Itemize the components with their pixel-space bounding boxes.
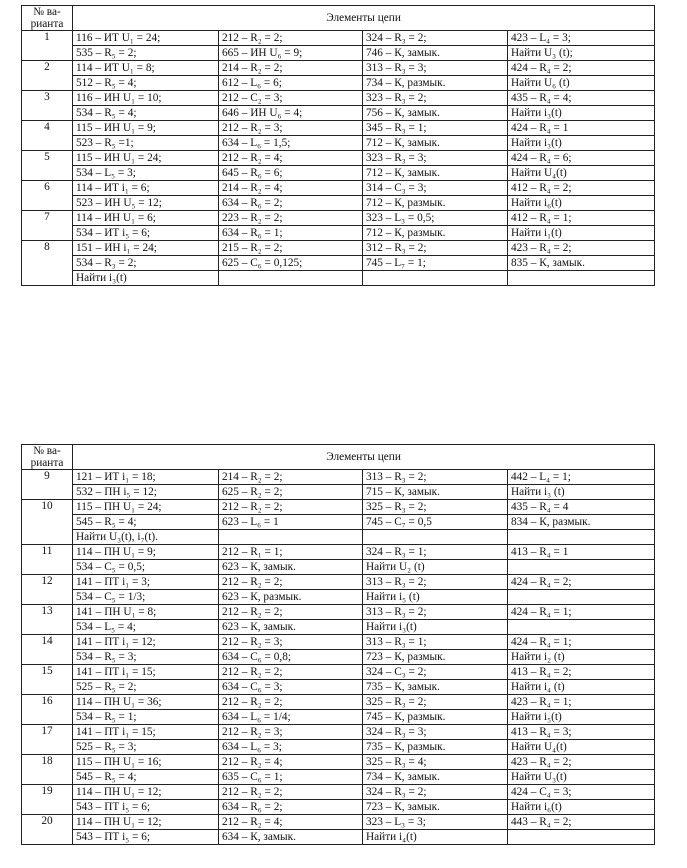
element-cell: 423 – R₄ = 2; <box>508 755 655 770</box>
element-cell: 723 – К, замык. <box>363 800 508 815</box>
variant-number: 9 <box>22 470 73 500</box>
element-cell: 634 – L₆ = 1/4; <box>219 710 363 725</box>
element-cell: 324 – R₃ = 2; <box>363 31 508 46</box>
element-cell: 323 – R₃ = 2; <box>363 91 508 106</box>
element-cell: Найти i₃(t) <box>363 620 508 635</box>
element-cell: 634 – C₆ = 3; <box>219 680 363 695</box>
element-cell: 212 – R₂ = 2; <box>219 695 363 710</box>
element-cell: 345 – R₃ = 1; <box>363 121 508 136</box>
element-cell <box>508 620 655 635</box>
element-cell: 324 – C₃ = 2; <box>363 665 508 680</box>
variants-table-1 <box>21 5 655 286</box>
element-cell: 534 – C₅ = 1/3; <box>73 590 219 605</box>
variant-number: 14 <box>22 635 73 665</box>
element-cell: 523 – ИН U₅ = 12; <box>73 196 219 211</box>
element-cell: 116 – ИН U₁ = 10; <box>73 91 219 106</box>
element-cell: 623 – К, размык. <box>219 590 363 605</box>
element-cell: 214 – R₂ = 2; <box>219 61 363 76</box>
variant-number: 19 <box>22 785 73 815</box>
table-row <box>22 695 655 710</box>
element-cell: 423 – L₄ = 3; <box>508 31 655 46</box>
variant-number: 10 <box>22 500 73 545</box>
table-row <box>22 46 655 61</box>
table-row <box>22 575 655 590</box>
elements-column-header: Элементы цепи <box>73 445 655 470</box>
table-header-row <box>22 6 655 31</box>
element-cell: 712 – К, размык. <box>363 226 508 241</box>
element-cell: 413 – R₄ = 2; <box>508 665 655 680</box>
element-cell: 623 – К, замык. <box>219 560 363 575</box>
element-cell: 634 – L₆ = 3; <box>219 740 363 755</box>
element-cell: 745 – L₇ = 1; <box>363 256 508 271</box>
table-row <box>22 560 655 575</box>
table-row <box>22 725 655 740</box>
table-row <box>22 76 655 91</box>
variant-number: 18 <box>22 755 73 785</box>
element-cell: 532 – ПН i₅ = 12; <box>73 485 219 500</box>
element-cell: 313 – R₃ = 2; <box>363 470 508 485</box>
element-cell: 525 – R₅ = 3; <box>73 740 219 755</box>
element-cell: 325 – R₃ = 4; <box>363 755 508 770</box>
element-cell: 534 – R₅ = 3; <box>73 650 219 665</box>
element-cell: 543 – ПТ i₅ = 6; <box>73 830 219 845</box>
element-cell: 312 – R₃ = 2; <box>363 241 508 256</box>
element-cell: 114 – ИТ U₁ = 8; <box>73 61 219 76</box>
element-cell: 534 – R₃ = 2; <box>73 256 219 271</box>
element-cell: 756 – К, замык. <box>363 106 508 121</box>
table-row <box>22 271 655 286</box>
element-cell: 834 – К, размык. <box>508 515 655 530</box>
element-cell: 535 – R₅ = 2; <box>73 46 219 61</box>
element-cell: Найти i₅ (t) <box>363 590 508 605</box>
element-cell: Найти i₃(t) <box>508 136 655 151</box>
element-cell: 114 – ПН U₁ = 12; <box>73 815 219 830</box>
element-cell <box>508 271 655 286</box>
table-row <box>22 226 655 241</box>
element-cell: 545 – R₅ = 4; <box>73 770 219 785</box>
element-cell: Найти U₄(t) <box>508 740 655 755</box>
table-header-row <box>22 445 655 470</box>
element-cell: 151 – ИН i₁ = 24; <box>73 241 219 256</box>
element-cell: 114 – ПН U₁ = 36; <box>73 695 219 710</box>
element-cell: 435 – R₄ = 4 <box>508 500 655 515</box>
element-cell: 323 – L₃ = 0,5; <box>363 211 508 226</box>
variant-column-header: № ва- рианта <box>22 6 73 31</box>
element-cell: 525 – R₅ = 2; <box>73 680 219 695</box>
elements-column-header: Элементы цепи <box>73 6 655 31</box>
element-cell: 665 – ИН U₆ = 9; <box>219 46 363 61</box>
variant-number: 8 <box>22 241 73 286</box>
element-cell: 212 – R₂ = 2; <box>219 575 363 590</box>
element-cell: 212 – R₂ = 2; <box>219 500 363 515</box>
element-cell: 612 – L₆ = 6; <box>219 76 363 91</box>
element-cell: 115 – ИН U₁ = 24; <box>73 151 219 166</box>
table-row <box>22 785 655 800</box>
element-cell: 424 – R₄ = 1; <box>508 635 655 650</box>
element-cell: 114 – ПН U₁ = 9; <box>73 545 219 560</box>
element-cell: 634 – К, замык. <box>219 830 363 845</box>
element-cell: 324 – R₃ = 1; <box>363 545 508 560</box>
element-cell: 745 – C₇ = 0,5 <box>363 515 508 530</box>
element-cell: 423 – R₄ = 1; <box>508 695 655 710</box>
element-cell: 625 – C₆ = 0,125; <box>219 256 363 271</box>
variant-number: 11 <box>22 545 73 575</box>
table-body <box>22 470 655 845</box>
element-cell: 325 – R₃ = 2; <box>363 500 508 515</box>
element-cell: 413 – R₄ = 1 <box>508 545 655 560</box>
element-cell: 734 – К, размык. <box>363 76 508 91</box>
element-cell: 314 – C₃ = 3; <box>363 181 508 196</box>
variant-number: 13 <box>22 605 73 635</box>
table-row <box>22 515 655 530</box>
table-row <box>22 815 655 830</box>
table-row <box>22 196 655 211</box>
element-cell: 324 – R₃ = 2; <box>363 785 508 800</box>
element-cell: 212 – R₂ = 2; <box>219 785 363 800</box>
element-cell: 141 – ПТ i₁ = 15; <box>73 725 219 740</box>
element-cell: 712 – К, замык. <box>363 136 508 151</box>
element-cell: Найти U₄(t) <box>508 166 655 181</box>
variant-number: 15 <box>22 665 73 695</box>
table-row <box>22 590 655 605</box>
table-row <box>22 121 655 136</box>
table-row <box>22 181 655 196</box>
element-cell: 214 – R₂ = 2; <box>219 470 363 485</box>
element-cell: 625 – R₂ = 2; <box>219 485 363 500</box>
element-cell: 424 – R₄ = 6; <box>508 151 655 166</box>
element-cell: 114 – ПН U₁ = 12; <box>73 785 219 800</box>
element-cell: 114 – ИН U₁ = 6; <box>73 211 219 226</box>
element-cell: 141 – ПН U₁ = 8; <box>73 605 219 620</box>
element-cell: 212 – C₂ = 3; <box>219 91 363 106</box>
table-row <box>22 91 655 106</box>
element-cell: 413 – R₄ = 3; <box>508 725 655 740</box>
element-cell: 214 – R₂ = 4; <box>219 181 363 196</box>
variant-number: 16 <box>22 695 73 725</box>
table-row <box>22 545 655 560</box>
element-cell: 634 – L₆ = 1,5; <box>219 136 363 151</box>
element-cell: 116 – ИТ U₁ = 24; <box>73 31 219 46</box>
element-cell: 212 – R₂ = 4; <box>219 815 363 830</box>
element-cell: 121 – ИТ i₁ = 18; <box>73 470 219 485</box>
element-cell: 325 – R₃ = 2; <box>363 695 508 710</box>
element-cell <box>508 590 655 605</box>
element-cell: 313 – R₃ = 3; <box>363 61 508 76</box>
element-cell: 212 – R₁ = 1; <box>219 545 363 560</box>
element-cell: Найти U₃ (t); <box>508 46 655 61</box>
table-row <box>22 710 655 725</box>
element-cell: 745 – К, размык. <box>363 710 508 725</box>
element-cell: 215 – R₂ = 2; <box>219 241 363 256</box>
table-row <box>22 500 655 515</box>
element-cell: 423 – R₄ = 2; <box>508 241 655 256</box>
element-cell: 534 – R₅ = 4; <box>73 106 219 121</box>
element-cell <box>508 830 655 845</box>
element-cell: 141 – ПТ i₁ = 3; <box>73 575 219 590</box>
table-row <box>22 106 655 121</box>
element-cell: 534 – ИТ i₅ = 6; <box>73 226 219 241</box>
table-row <box>22 605 655 620</box>
table-row <box>22 136 655 151</box>
element-cell: 115 – ПН U₁ = 24; <box>73 500 219 515</box>
element-cell: 412 – R₄ = 1; <box>508 211 655 226</box>
element-cell: 115 – ИН U₁ = 9; <box>73 121 219 136</box>
element-cell: Найти i₃(t) <box>73 271 219 286</box>
table-row <box>22 31 655 46</box>
element-cell: 212 – R₂ = 3; <box>219 121 363 136</box>
table-row <box>22 620 655 635</box>
element-cell: Найти U₃(t), i₇(t). <box>73 530 219 545</box>
variant-column-header: № ва- рианта <box>22 445 73 470</box>
element-cell: 712 – К, размык. <box>363 196 508 211</box>
element-cell: 543 – ПТ i₅ = 6; <box>73 800 219 815</box>
element-cell: 412 – R₄ = 2; <box>508 181 655 196</box>
element-cell: 735 – К, размык. <box>363 740 508 755</box>
table-row <box>22 485 655 500</box>
table-row <box>22 151 655 166</box>
element-cell: Найти U₂ (t) <box>363 560 508 575</box>
table-row <box>22 166 655 181</box>
element-cell: 534 – R₅ = 1; <box>73 710 219 725</box>
element-cell: 534 – L₅ = 4; <box>73 620 219 635</box>
variant-number: 1 <box>22 31 73 61</box>
element-cell: 634 – C₆ = 0,8; <box>219 650 363 665</box>
table-row <box>22 211 655 226</box>
element-cell: 723 – К, размык. <box>363 650 508 665</box>
element-cell: 835 – К, замык. <box>508 256 655 271</box>
element-cell: 212 – R₂ = 2; <box>219 665 363 680</box>
element-cell: Найти i₃(t) <box>508 106 655 121</box>
element-cell: 141 – ПТ i₁ = 15; <box>73 665 219 680</box>
table-row <box>22 635 655 650</box>
table-row <box>22 770 655 785</box>
element-cell: 635 – C₆ = 1; <box>219 770 363 785</box>
element-cell: 114 – ИТ i₁ = 6; <box>73 181 219 196</box>
element-cell: Найти U₆ (t) <box>508 76 655 91</box>
element-cell: 212 – R₂ = 2; <box>219 605 363 620</box>
element-cell: Найти U₃(t) <box>508 770 655 785</box>
element-cell: 645 – R₆ = 6; <box>219 166 363 181</box>
element-cell: 634 – R₆ = 2; <box>219 800 363 815</box>
element-cell: Найти i₅(t) <box>508 710 655 725</box>
element-cell: 212 – R₂ = 4; <box>219 151 363 166</box>
element-cell: 435 – R₄ = 4; <box>508 91 655 106</box>
variant-number: 3 <box>22 91 73 121</box>
element-cell: 646 – ИН U₆ = 4; <box>219 106 363 121</box>
element-cell: 442 – L₄ = 1; <box>508 470 655 485</box>
element-cell: 313 – R₃ = 1; <box>363 635 508 650</box>
element-cell: Найти i₁(t) <box>508 226 655 241</box>
element-cell: 323 – R₃ = 3; <box>363 151 508 166</box>
element-cell <box>363 530 508 545</box>
variant-number: 5 <box>22 151 73 181</box>
element-cell: 324 – R₃ = 3; <box>363 725 508 740</box>
element-cell: 424 – R₄ = 2; <box>508 61 655 76</box>
element-cell: 734 – К, замык. <box>363 770 508 785</box>
element-cell <box>508 560 655 575</box>
variant-number: 4 <box>22 121 73 151</box>
variant-number: 7 <box>22 211 73 241</box>
element-cell: 534 – C₅ = 0,5; <box>73 560 219 575</box>
table-row <box>22 530 655 545</box>
element-cell <box>219 271 363 286</box>
element-cell: Найти i₄ (t) <box>508 680 655 695</box>
element-cell: 424 – R₄ = 1; <box>508 605 655 620</box>
element-cell: Найти i₄(t) <box>363 830 508 845</box>
element-cell: 545 – R₅ = 4; <box>73 515 219 530</box>
element-cell: 424 – R₄ = 2; <box>508 575 655 590</box>
element-cell: 313 – R₃ = 2; <box>363 575 508 590</box>
element-cell <box>363 271 508 286</box>
element-cell: 512 – R₅ = 4; <box>73 76 219 91</box>
element-cell: 623 – К, замык. <box>219 620 363 635</box>
table-row <box>22 650 655 665</box>
table-row <box>22 470 655 485</box>
table-row <box>22 61 655 76</box>
element-cell: 735 – К, замык. <box>363 680 508 695</box>
table-row <box>22 800 655 815</box>
element-cell: Найти i₂ (t) <box>508 650 655 665</box>
element-cell: 634 – R₆ = 1; <box>219 226 363 241</box>
variant-number: 2 <box>22 61 73 91</box>
element-cell: 715 – К, замык. <box>363 485 508 500</box>
element-cell: 746 – К, замык. <box>363 46 508 61</box>
element-cell: 634 – R₆ = 2; <box>219 196 363 211</box>
table-row <box>22 830 655 845</box>
element-cell: Найти i₆(t) <box>508 800 655 815</box>
element-cell: Найти i₆(t) <box>508 196 655 211</box>
element-cell: 313 – R₃ = 2; <box>363 605 508 620</box>
variants-table-2 <box>21 444 655 845</box>
element-cell <box>508 530 655 545</box>
element-cell: Найти i₃ (t) <box>508 485 655 500</box>
table-row <box>22 241 655 256</box>
element-cell: 212 – R₂ = 3; <box>219 725 363 740</box>
element-cell: 141 – ПТ i₁ = 12; <box>73 635 219 650</box>
variant-number: 12 <box>22 575 73 605</box>
table-row <box>22 755 655 770</box>
element-cell: 212 – R₂ = 4; <box>219 755 363 770</box>
table-row <box>22 680 655 695</box>
element-cell: 534 – L₅ = 3; <box>73 166 219 181</box>
element-cell <box>219 530 363 545</box>
table-body <box>22 31 655 286</box>
element-cell: 443 – R₄ = 2; <box>508 815 655 830</box>
variant-number: 20 <box>22 815 73 845</box>
table-row <box>22 256 655 271</box>
element-cell: 115 – ПН U₁ = 16; <box>73 755 219 770</box>
element-cell: 323 – L₃ = 3; <box>363 815 508 830</box>
element-cell: 212 – R₂ = 3; <box>219 635 363 650</box>
table-row <box>22 665 655 680</box>
table-row <box>22 740 655 755</box>
element-cell: 623 – L₆ = 1 <box>219 515 363 530</box>
element-cell: 212 – R₂ = 2; <box>219 31 363 46</box>
element-cell: 424 – C₄ = 3; <box>508 785 655 800</box>
element-cell: 223 – R₂ = 2; <box>219 211 363 226</box>
variant-number: 17 <box>22 725 73 755</box>
element-cell: 523 – R₅ =1; <box>73 136 219 151</box>
variant-number: 6 <box>22 181 73 211</box>
element-cell: 424 – R₄ = 1 <box>508 121 655 136</box>
element-cell: 712 – К, замык. <box>363 166 508 181</box>
